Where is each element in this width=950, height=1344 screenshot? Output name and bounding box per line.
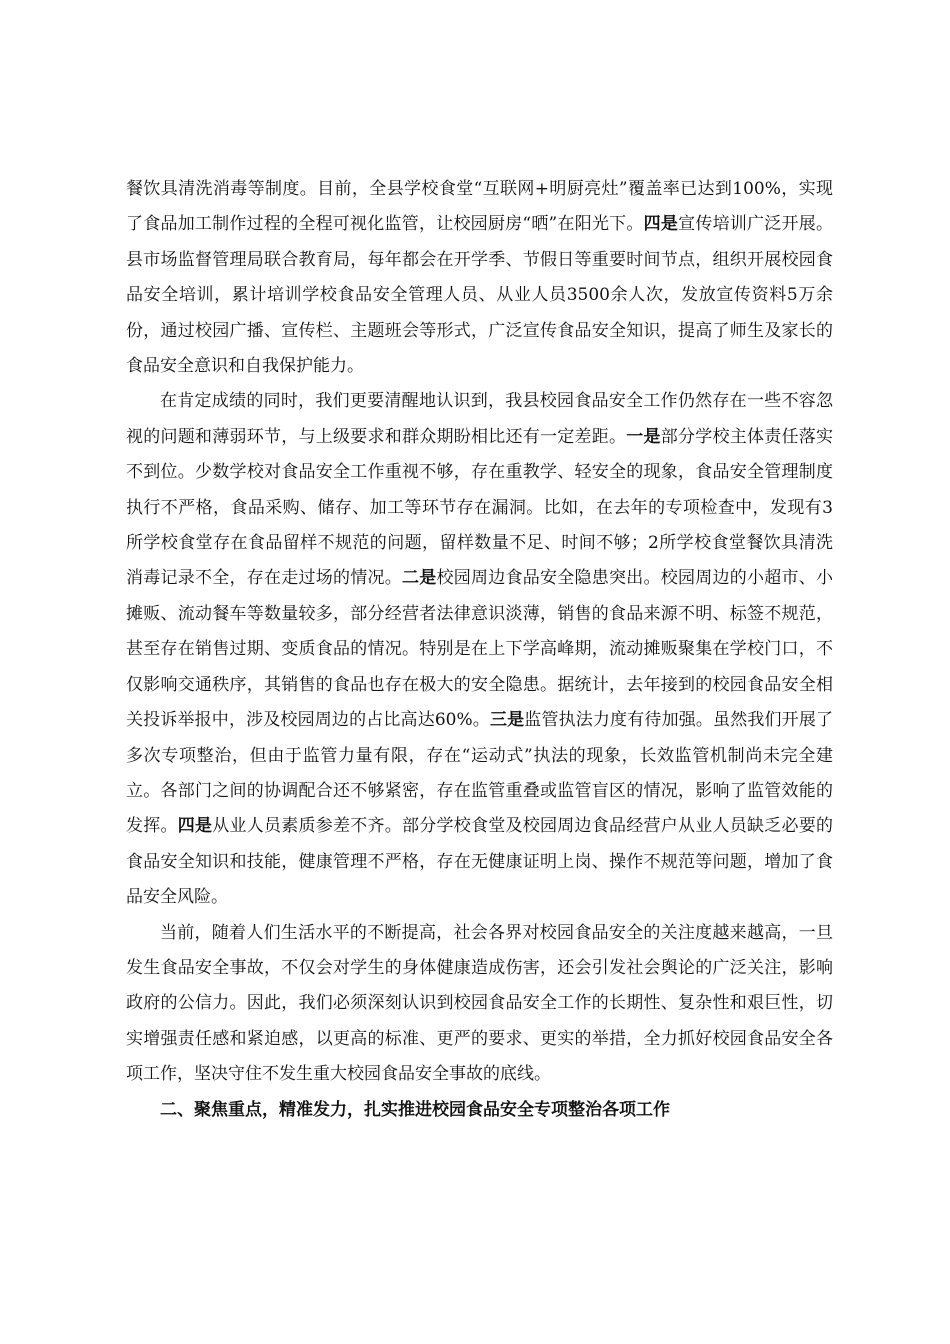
document-body <box>126 172 833 1128</box>
paragraph-achievements <box>126 172 833 384</box>
paragraph-significance <box>126 916 833 1093</box>
paragraph-text: 部分学校主体责任落实不到位。少数学校对食品安全工作重视不够，存在重教学、轻安全的现象，食品安全管理制度执行不严格，食品采购、储存、加工等环节存在漏洞。比如，在去年的专项检查中，发现有3所学校食堂存在食品留样不规范的问题，留样数量不足、时间不够；2所学校食堂餐饮具清洗消毒记录不全，存在走过场的情况。 <box>126 426 833 589</box>
paragraph-problems <box>126 384 833 915</box>
paragraph-text: 校园周边食品安全隐患突出。校园周边的小超市、小摊贩、流动餐车等数量较多，部分经营者法律意识淡薄，销售的食品来源不明、标签不规范，甚至存在销售过期、变质食品的情况。特别是在上下学高峰期，流动摊贩聚集在学校门口，不仅影响交通秩序，其销售的食品也存在极大的安全隐患。据统计，去年接到的校园食品安全相关投诉举报中，涉及校园周边的占比高达60%。 <box>126 568 833 731</box>
paragraph-text: 餐饮具清洗消毒等制度。目前，全县学校食堂“互联网+明厨亮灶”覆盖率已达到100%，实现了食品加工制作过程的全程可视化监管，让校园厨房“晒”在阳光下。 <box>126 179 833 235</box>
item-lead-three: 三是 <box>489 710 525 731</box>
paragraph-text: 从业人员素质参差不齐。部分学校食堂及校园周边食品经营户从业人员缺乏必要的食品安全知识和技能，健康管理不严格，存在无健康证明上岗、操作不规范等问题，增加了食品安全风险。 <box>126 816 833 908</box>
paragraph-text: 监管执法力度有待加强。虽然我们开展了多次专项整治，但由于监管力量有限，存在“运动式”执法的现象，长效监管机制尚未完全建立。各部门之间的协调配合还不够紧密，存在监管重叠或监管盲区的情况，影响了监管效能的发挥。 <box>126 710 834 837</box>
section-heading: 二、聚焦重点，精准发力，扎实推进校园食品安全专项整治各项工作 <box>160 1099 670 1120</box>
item-lead-four: 四是 <box>177 816 213 837</box>
item-lead-four: 四是 <box>643 214 679 235</box>
item-lead-one: 一是 <box>626 426 661 447</box>
item-lead-two: 二是 <box>402 568 437 589</box>
paragraph-text: 当前，随着人们生活水平的不断提高，社会各界对校园食品安全的关注度越来越高，一旦发生食品安全事故，不仅会对学生的身体健康造成伤害，还会引发社会舆论的广泛关注，影响政府的公信力。因此，我们必须深刻认识到校园食品安全工作的长期性、复杂性和艰巨性，切实增强责任感和紧迫感，以更高的标准、更严的要求、更实的举措，全力抓好校园食品安全各项工作，坚决守住不发生重大校园食品安全事故的底线。 <box>126 922 833 1085</box>
paragraph-text: 宣传培训广泛开展。县市场监督管理局联合教育局，每年都会在开学季、节假日等重要时间节点，组织开展校园食品安全培训，累计培训学校食品安全管理人员、从业人员3500余人次，发放宣传资料5万余份，通过校园广播、宣传栏、主题班会等形式，广泛宣传食品安全知识，提高了师生及家长的食品安全意识和自我保护能力。 <box>126 214 833 377</box>
paragraph-text: 在肯定成绩的同时，我们更要清醒地认识到，我县校园食品安全工作仍然存在一些不容忽视的问题和薄弱环节，与上级要求和群众期盼相比还有一定差距。 <box>126 391 833 447</box>
